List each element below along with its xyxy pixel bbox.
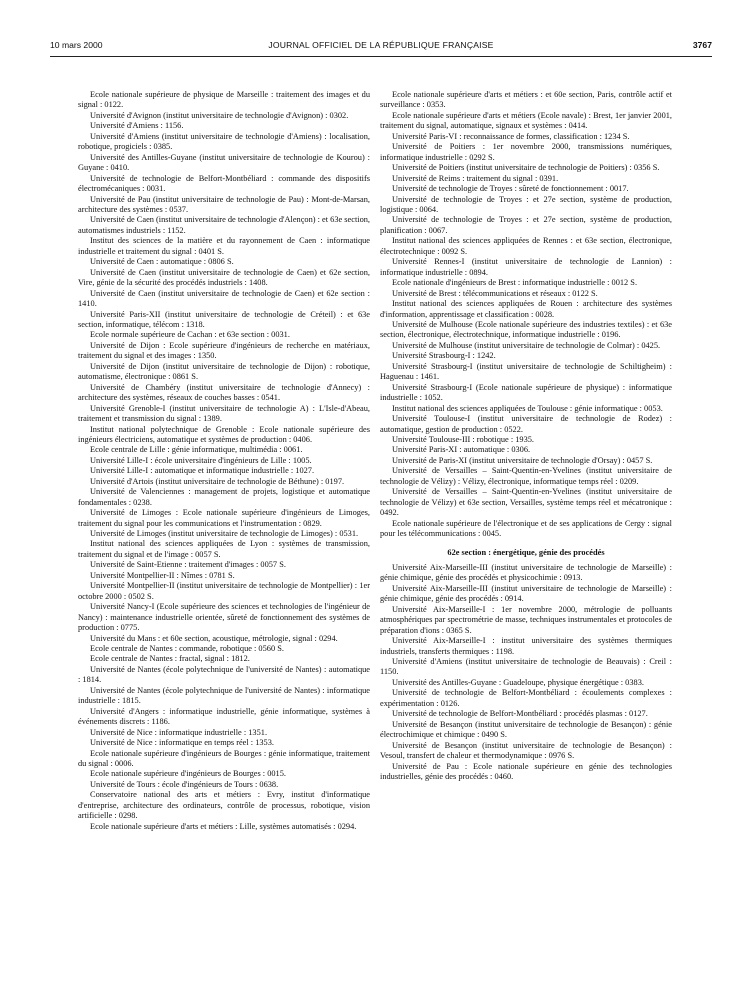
list-item: Université d'Amiens : 1156. <box>90 121 184 131</box>
page-number: 3767 <box>692 40 712 50</box>
list-item: Ecole centrale de Nantes : fractal, signal : 1812. <box>90 654 250 664</box>
header-rule <box>50 56 712 57</box>
list-item: Université de Pau : Ecole nationale supérieure en génie des technologies industrielles, génie des procédés : 0460. <box>380 761 672 781</box>
list-item: Ecole nationale supérieure d'ingénieurs de Bourges : 0015. <box>90 769 286 779</box>
list-item: Université de technologie de Belfort-Montbéliard : commande des dispositifs électromécaniques : 0031. <box>78 173 370 194</box>
list-item: Conservatoire national des arts et métiers : Evry, institut d'informatique d'entreprise, architecture des ordinateurs, contrôle de processus, robotique, vision artificielle : 0298. <box>78 790 370 821</box>
right-column <box>380 90 672 782</box>
list-item: Université Paris-VI : reconnaissance de formes, classification : 1234 S. <box>392 131 630 141</box>
list-item: Université de Paris-XI (institut universitaire de technologie d'Orsay) : 0457 S. <box>392 455 653 465</box>
list-item: Ecole nationale supérieure d'arts et métiers : et 60e section, Paris, contrôle actif et surveillance : 0353. <box>380 90 672 110</box>
list-item: Institut national des sciences appliquées de Rennes : et 63e section, électronique, électrotechnique : 0092 S. <box>380 236 672 256</box>
list-item: Université de Caen (institut universitaire de technologie de Caen) et 62e section, Vire, génie de la sécurité des procédés industriels : 1408. <box>78 267 370 288</box>
list-item: Université de Saint-Etienne : traitement d'images : 0057 S. <box>90 560 286 570</box>
list-item: Université Strasbourg-I : 1242. <box>392 351 496 361</box>
list-item: Université Montpellier-II : Nîmes : 0781 S. <box>90 570 235 580</box>
list-item: Université Paris-XII (institut universitaire de technologie de Créteil) : et 63e section, informatique, télécom : 1318. <box>78 309 370 329</box>
list-item: Université de Reims : traitement du signal : 0391. <box>392 173 559 183</box>
list-item: Université du Mans : et 60e section, acoustique, métrologie, signal : 0294. <box>90 633 338 643</box>
list-item: Université de Besançon (institut universitaire de technologie de Besançon) : génie électrochimique et chimique : 0490 S. <box>380 719 672 740</box>
list-item: Université d'Avignon (institut universitaire de technologie d'Avignon) : 0302. <box>90 110 349 120</box>
list-item: Université de technologie de Belfort-Montbéliard : écoulements complexes : expérimentation : 0126. <box>380 688 672 708</box>
list-item: Université de technologie de Troyes : et 27e section, système de production, logistique : 0064. <box>380 194 672 214</box>
list-item: Université Strasbourg-I (institut universitaire de technologie de Schiltigheim) : Haguenau : 1461. <box>380 361 672 382</box>
list-item: Université de Tours : école d'ingénieurs de Tours : 0638. <box>90 779 279 789</box>
list-item: Université de Caen (institut universitaire de technologie d'Alençon) : et 63e section, automatismes industriels : 1152. <box>78 215 371 235</box>
list-item: Institut des sciences de la matière et du rayonnement de Caen : informatique industrielle et traitement du signal : 0401 S. <box>78 236 370 256</box>
list-item: Université Toulouse-I (institut universitaire de technologie de Rodez) : automatique, gestion de production : 0522. <box>380 414 672 434</box>
list-item: Université d'Amiens (institut universitaire de technologie d'Amiens) : localisation, robotique, progiciels : 0385. <box>78 131 370 152</box>
list-item: Université de Nice : informatique industrielle : 1351. <box>90 727 268 737</box>
list-item: Université Grenoble-I (institut universitaire de technologie A) : L'Isle-d'Abeau, traitement et transmission du signal : 1389. <box>78 403 370 424</box>
list-item: Ecole nationale supérieure de physique de Marseille : traitement des images et du signal : 0122. <box>78 90 370 110</box>
journal-title: JOURNAL OFFICIEL DE LA RÉPUBLIQUE FRANÇAISE <box>268 40 494 50</box>
list-item: Institut national des sciences appliquées de Lyon : systèmes de transmission, traitement du signal et de l'image : 0057 S. <box>78 539 370 559</box>
list-item: Université Rennes-I (institut universitaire de technologie de Lannion) : informatique industrielle : 0894. <box>380 257 672 277</box>
section-heading: 62e section : énergétique, génie des procédés <box>447 548 605 558</box>
list-item: Ecole nationale supérieure d'arts et métiers (Ecole navale) : Brest, 1er janvier 2001, traitement du signal, automatique, signaux et systèmes : 0414. <box>380 110 672 131</box>
list-item: Université Aix-Marseille-I : 1er novembre 2000, métrologie de polluants atmosphériques par spectrométrie de masse, techniques instrumentales et protocoles de préparation d'ions : 0365 S. <box>380 604 672 635</box>
list-item: Université de Dijon : Ecole supérieure d'ingénieurs de recherche en matériaux, traitement du signal et des images : 1350. <box>78 340 370 361</box>
list-item: Université de Pau (institut universitaire de technologie de Pau) : Mont-de-Marsan, architecture des systèmes : 0537. <box>78 194 370 214</box>
list-item: Université Toulouse-III : robotique : 1935. <box>392 434 535 444</box>
list-item: Université d'Artois (institut universitaire de technologie de Béthune) : 0197. <box>90 476 345 486</box>
list-item: Université Strasbourg-I (Ecole nationale supérieure de physique) : informatique industrielle : 1052. <box>380 382 672 403</box>
list-item: Université de Poitiers : 1er novembre 2000, transmissions numériques, informatique industrielle : 0292 S. <box>380 142 672 162</box>
list-item: Université de Caen (institut universitaire de technologie de Caen) et 62e section : 1410. <box>78 288 370 309</box>
list-item: Ecole nationale d'ingénieurs de Brest : informatique industrielle : 0012 S. <box>392 278 638 288</box>
list-item: Ecole nationale supérieure de l'électronique et de ses applications de Cergy : signal pour les télécommunications : 0045. <box>380 518 672 539</box>
list-item: Institut national des sciences appliquées de Toulouse : génie informatique : 0053. <box>392 403 663 413</box>
list-item: Université d'Angers : informatique industrielle, génie informatique, systèmes à événements discrets : 1186. <box>78 706 370 727</box>
list-item: Institut national polytechnique de Grenoble : Ecole nationale supérieure des ingénieurs électriciens, automatique et systèmes de production : 0406. <box>78 424 370 444</box>
page-header <box>50 40 712 54</box>
list-item: Université de Mulhouse (institut universitaire de technologie de Colmar) : 0425. <box>392 340 661 350</box>
list-item: Université de Nantes (école polytechnique de l'université de Nantes) : informatique industrielle : 1815. <box>78 685 370 706</box>
list-item: Université Aix-Marseille-III (institut universitaire de technologie de Marseille) : génie chimique, génie des procédés et physicochimie : 0913. <box>380 562 672 583</box>
list-item: Université de Versailles – Saint-Quentin-en-Yvelines (institut universitaire de technologie de Vélizy) : Vélizy, électronique, informatique temps réel : 0209. <box>380 466 672 486</box>
list-item: Institut national des sciences appliquées de Rouen : architecture des systèmes d'information, apprentissage et classification : 0028. <box>380 299 672 319</box>
list-item: Ecole centrale de Lille : génie informatique, multimédia : 0061. <box>90 445 303 455</box>
list-item: Université de Dijon (institut universitaire de technologie de Dijon) : robotique, automatisme, électronique : 0861 S. <box>78 361 370 382</box>
list-item: Université de Chambéry (institut universitaire de technologie d'Annecy) : architecture des systèmes, réseaux de couches basses : 0541. <box>78 382 370 403</box>
list-item: Université Nancy-I (Ecole supérieure des sciences et technologies de l'ingénieur de Nancy) : maintenance industrielle orientée, sûreté de fonctionnement des systèmes de production : 0775. <box>78 602 370 633</box>
list-item: Ecole nationale supérieure d'arts et métiers : Lille, systèmes automatisés : 0294. <box>90 821 357 831</box>
list-item: Université de Mulhouse (Ecole nationale supérieure des industries textiles) : et 63e section, électronique, électrotechnique, informatique industrielle : 0196. <box>380 319 672 340</box>
list-item: Ecole centrale de Nantes : commande, robotique : 0560 S. <box>90 644 284 654</box>
list-item: Université de Poitiers (institut universitaire de technologie de Poitiers) : 0356 S. <box>392 163 660 173</box>
list-item: Université Montpellier-II (institut universitaire de technologie de Montpellier) : 1er octobre 2000 : 0502 S. <box>78 581 370 601</box>
list-item: Université de Nantes (école polytechnique de l'université de Nantes) : automatique : 1814. <box>78 664 370 685</box>
list-item: Université de technologie de Troyes : et 27e section, système de production, planification : 0067. <box>380 215 672 235</box>
list-item: Université de Brest : télécommunications et réseaux : 0122 S. <box>392 288 598 298</box>
issue-date: 10 mars 2000 <box>50 40 103 50</box>
list-item: Université de Besançon (institut universitaire de technologie de Besançon) : Vesoul, transfert de chaleur et thermodynamique : 0976 S. <box>380 740 672 761</box>
list-item: Université des Antilles-Guyane (institut universitaire de technologie de Kourou) : Guyane : 0410. <box>78 152 370 173</box>
list-item: Université de Limoges (institut universitaire de technologie de Limoges) : 0531. <box>90 529 359 539</box>
list-item: Ecole nationale supérieure d'ingénieurs de Bourges : génie informatique, traitement du signal : 0006. <box>78 748 370 768</box>
list-item: Université des Antilles-Guyane : Guadeloupe, physique énergétique : 0383. <box>392 677 644 687</box>
list-item: Ecole normale supérieure de Cachan : et 63e section : 0031. <box>90 330 290 340</box>
list-item: Université de Valenciennes : management de projets, logistique et automatique fondamentales : 0238. <box>78 487 370 507</box>
list-item: Université d'Amiens (institut universitaire de technologie de Beauvais) : Creil : 1150. <box>380 657 672 677</box>
list-item: Université de Versailles – Saint-Quentin-en-Yvelines (institut universitaire de technologie de Vélizy) et 63e section, Versailles, système temps réel et mécatronique : 0492. <box>380 487 672 518</box>
list-item: Université Aix-Marseille-I : institut universitaire des systèmes thermiques industriels, transferts thermiques : 1198. <box>380 636 672 656</box>
list-item: Université de Limoges : Ecole nationale supérieure d'ingénieurs de Limoges, traitement du signal pour les communications et l'instrumentation : 0829. <box>78 508 370 528</box>
list-item: Université Lille-I : école universitaire d'ingénieurs de Lille : 1005. <box>90 455 312 465</box>
list-item: Université Aix-Marseille-III (institut universitaire de technologie de Marseille) : génie chimique, génie des procédés : 0914. <box>380 583 672 604</box>
left-column <box>78 90 370 832</box>
list-item: Université de technologie de Troyes : sûreté de fonctionnement : 0017. <box>392 184 629 194</box>
list-item: Université Lille-I : automatique et informatique industrielle : 1027. <box>90 466 315 476</box>
list-item: Université de Caen : automatique : 0806 S. <box>90 257 234 267</box>
list-item: Université de Nice : informatique en temps réel : 1353. <box>90 738 274 748</box>
list-item: Université de technologie de Belfort-Montbéliard : procédés plasmas : 0127. <box>392 709 648 719</box>
list-item: Université Paris-XI : automatique : 0306. <box>392 445 531 455</box>
